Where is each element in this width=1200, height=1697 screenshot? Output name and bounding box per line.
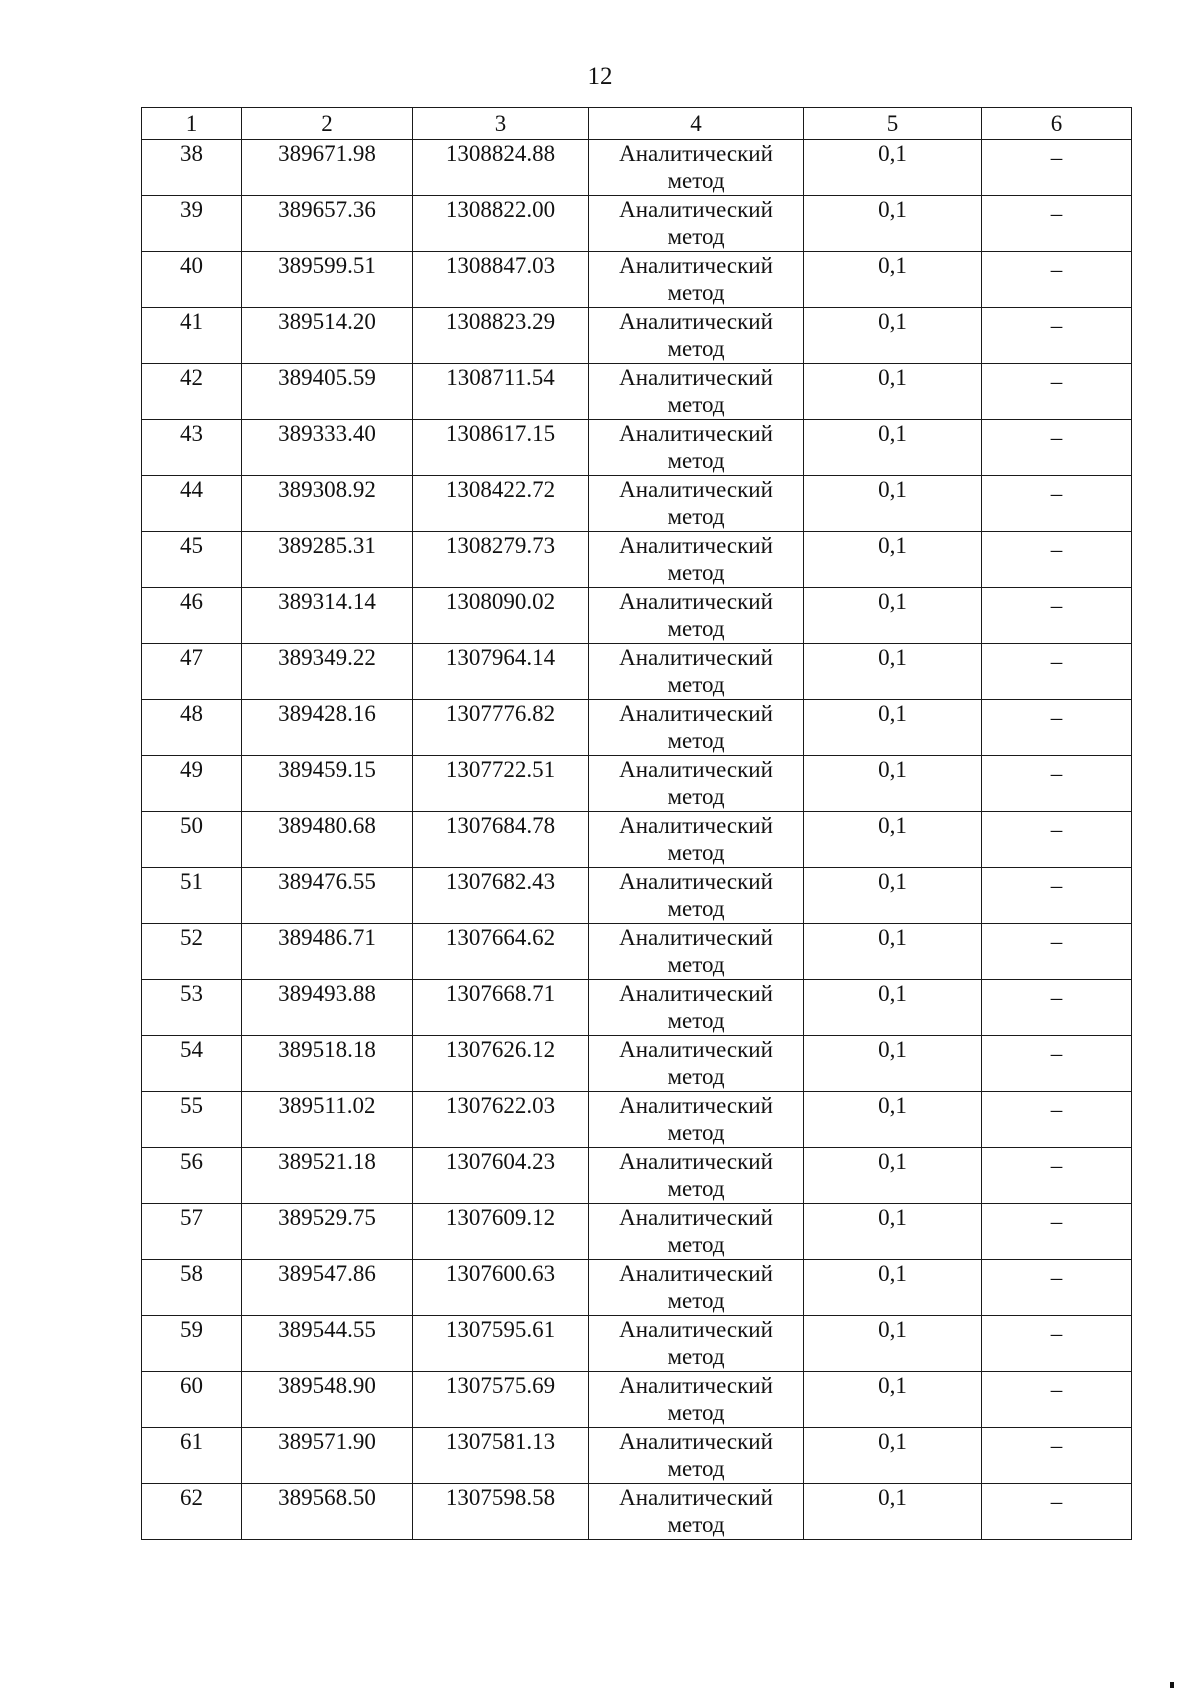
y-coordinate-cell: 1307668.71 [413,980,589,1036]
accuracy-cell: 0,1 [804,364,982,420]
table-row [142,980,1132,1036]
y-coordinate-cell: 1307598.58 [413,1484,589,1540]
note-cell [982,756,1132,812]
column-header: 3 [413,108,589,140]
method-cell [589,924,804,980]
method-line-1: Аналитический [619,701,773,726]
method-line-2: метод [667,1512,725,1537]
method-line-1: Аналитический [619,1317,773,1342]
method-line-1: Аналитический [619,589,773,614]
accuracy-cell: 0,1 [804,756,982,812]
method-line-2: метод [667,672,725,697]
method-cell [589,700,804,756]
note-dash: – [1050,873,1063,898]
accuracy-cell: 0,1 [804,868,982,924]
method-cell [589,1204,804,1260]
table-row [142,756,1132,812]
point-number-cell: 53 [142,980,242,1036]
accuracy-cell: 0,1 [804,532,982,588]
point-number-cell: 44 [142,476,242,532]
method-line-1: Аналитический [619,533,773,558]
note-dash: – [1050,537,1063,562]
method-line-2: метод [667,1064,725,1089]
point-number-cell: 56 [142,1148,242,1204]
method-line-1: Аналитический [619,1093,773,1118]
point-number-cell: 43 [142,420,242,476]
note-cell [982,308,1132,364]
note-dash: – [1050,1377,1063,1402]
point-number-cell: 59 [142,1316,242,1372]
y-coordinate-cell: 1307682.43 [413,868,589,924]
x-coordinate-cell: 389308.92 [242,476,413,532]
table-row [142,196,1132,252]
y-coordinate-cell: 1307595.61 [413,1316,589,1372]
y-coordinate-cell: 1307604.23 [413,1148,589,1204]
method-line-2: метод [667,1176,725,1201]
y-coordinate-cell: 1307776.82 [413,700,589,756]
method-line-2: метод [667,728,725,753]
method-line-1: Аналитический [619,365,773,390]
table-row [142,924,1132,980]
method-cell [589,1428,804,1484]
note-cell [982,252,1132,308]
note-dash: – [1050,425,1063,450]
accuracy-cell: 0,1 [804,308,982,364]
method-line-2: метод [667,840,725,865]
y-coordinate-cell: 1308824.88 [413,140,589,196]
point-number-cell: 39 [142,196,242,252]
point-number-cell: 52 [142,924,242,980]
method-line-2: метод [667,896,725,921]
x-coordinate-cell: 389657.36 [242,196,413,252]
method-line-1: Аналитический [619,869,773,894]
table-row [142,1484,1132,1540]
note-dash: – [1050,1097,1063,1122]
method-line-1: Аналитический [619,141,773,166]
point-number-cell: 42 [142,364,242,420]
method-line-2: метод [667,224,725,249]
point-number-cell: 49 [142,756,242,812]
method-line-2: метод [667,448,725,473]
method-cell [589,308,804,364]
accuracy-cell: 0,1 [804,252,982,308]
method-cell [589,868,804,924]
note-dash: – [1050,817,1063,842]
method-line-1: Аналитический [619,1485,773,1510]
table-row [142,532,1132,588]
x-coordinate-cell: 389476.55 [242,868,413,924]
x-coordinate-cell: 389333.40 [242,420,413,476]
x-coordinate-cell: 389514.20 [242,308,413,364]
note-cell [982,140,1132,196]
method-line-2: метод [667,392,725,417]
point-number-cell: 58 [142,1260,242,1316]
accuracy-cell: 0,1 [804,1092,982,1148]
note-dash: – [1050,313,1063,338]
y-coordinate-cell: 1308090.02 [413,588,589,644]
table-row [142,1204,1132,1260]
y-coordinate-cell: 1307609.12 [413,1204,589,1260]
note-cell [982,1260,1132,1316]
x-coordinate-cell: 389285.31 [242,532,413,588]
note-cell [982,1204,1132,1260]
method-cell [589,1092,804,1148]
note-dash: – [1050,705,1063,730]
table-row [142,1372,1132,1428]
method-cell [589,980,804,1036]
note-dash: – [1050,1433,1063,1458]
table-row [142,252,1132,308]
method-line-1: Аналитический [619,981,773,1006]
table-row [142,1260,1132,1316]
note-dash: – [1050,1321,1063,1346]
accuracy-cell: 0,1 [804,140,982,196]
accuracy-cell: 0,1 [804,1428,982,1484]
table-row [142,700,1132,756]
column-header: 4 [589,108,804,140]
table-row [142,1316,1132,1372]
method-cell [589,756,804,812]
note-dash: – [1050,481,1063,506]
column-header: 2 [242,108,413,140]
x-coordinate-cell: 389349.22 [242,644,413,700]
y-coordinate-cell: 1307684.78 [413,812,589,868]
x-coordinate-cell: 389511.02 [242,1092,413,1148]
method-line-2: метод [667,504,725,529]
coordinates-table [141,107,1132,1540]
method-line-1: Аналитический [619,1037,773,1062]
method-line-2: метод [667,1400,725,1425]
y-coordinate-cell: 1307575.69 [413,1372,589,1428]
method-line-2: метод [667,168,725,193]
x-coordinate-cell: 389544.55 [242,1316,413,1372]
y-coordinate-cell: 1307622.03 [413,1092,589,1148]
method-line-2: метод [667,1120,725,1145]
note-dash: – [1050,929,1063,954]
note-dash: – [1050,761,1063,786]
note-cell [982,1428,1132,1484]
method-line-2: метод [667,952,725,977]
accuracy-cell: 0,1 [804,700,982,756]
method-line-2: метод [667,1344,725,1369]
note-dash: – [1050,257,1063,282]
accuracy-cell: 0,1 [804,644,982,700]
note-dash: – [1050,1041,1063,1066]
table-row [142,476,1132,532]
method-cell [589,644,804,700]
method-line-1: Аналитический [619,645,773,670]
x-coordinate-cell: 389548.90 [242,1372,413,1428]
note-cell [982,1484,1132,1540]
accuracy-cell: 0,1 [804,812,982,868]
accuracy-cell: 0,1 [804,1260,982,1316]
y-coordinate-cell: 1308822.00 [413,196,589,252]
x-coordinate-cell: 389599.51 [242,252,413,308]
method-line-2: метод [667,336,725,361]
method-line-2: метод [667,1456,725,1481]
note-cell [982,1372,1132,1428]
method-line-1: Аналитический [619,309,773,334]
point-number-cell: 55 [142,1092,242,1148]
method-cell [589,532,804,588]
method-cell [589,252,804,308]
note-dash: – [1050,201,1063,226]
point-number-cell: 46 [142,588,242,644]
column-header: 1 [142,108,242,140]
table-row [142,1428,1132,1484]
method-line-1: Аналитический [619,1429,773,1454]
method-cell [589,1036,804,1092]
method-cell [589,1316,804,1372]
accuracy-cell: 0,1 [804,980,982,1036]
page-number: 12 [587,63,613,90]
note-cell [982,1148,1132,1204]
table-row [142,588,1132,644]
note-cell [982,196,1132,252]
x-coordinate-cell: 389547.86 [242,1260,413,1316]
method-cell [589,364,804,420]
x-coordinate-cell: 389521.18 [242,1148,413,1204]
note-cell [982,476,1132,532]
point-number-cell: 50 [142,812,242,868]
table-row [142,868,1132,924]
method-cell [589,812,804,868]
table-row [142,308,1132,364]
y-coordinate-cell: 1308711.54 [413,364,589,420]
x-coordinate-cell: 389314.14 [242,588,413,644]
note-dash: – [1050,145,1063,170]
note-dash: – [1050,1265,1063,1290]
method-cell [589,1260,804,1316]
point-number-cell: 61 [142,1428,242,1484]
method-line-1: Аналитический [619,1205,773,1230]
y-coordinate-cell: 1308422.72 [413,476,589,532]
note-dash: – [1050,985,1063,1010]
method-line-1: Аналитический [619,197,773,222]
y-coordinate-cell: 1307600.63 [413,1260,589,1316]
method-line-2: метод [667,560,725,585]
method-line-1: Аналитический [619,813,773,838]
x-coordinate-cell: 389568.50 [242,1484,413,1540]
note-cell [982,980,1132,1036]
point-number-cell: 48 [142,700,242,756]
note-cell [982,812,1132,868]
y-coordinate-cell: 1308823.29 [413,308,589,364]
note-cell [982,1316,1132,1372]
point-number-cell: 54 [142,1036,242,1092]
y-coordinate-cell: 1307722.51 [413,756,589,812]
table-row [142,364,1132,420]
accuracy-cell: 0,1 [804,476,982,532]
method-line-2: метод [667,280,725,305]
accuracy-cell: 0,1 [804,1484,982,1540]
method-line-1: Аналитический [619,421,773,446]
point-number-cell: 38 [142,140,242,196]
note-dash: – [1050,1209,1063,1234]
x-coordinate-cell: 389671.98 [242,140,413,196]
note-cell [982,588,1132,644]
y-coordinate-cell: 1308617.15 [413,420,589,476]
method-line-2: метод [667,1008,725,1033]
note-cell [982,1036,1132,1092]
x-coordinate-cell: 389405.59 [242,364,413,420]
note-cell [982,924,1132,980]
method-cell [589,140,804,196]
method-line-2: метод [667,616,725,641]
note-cell [982,868,1132,924]
note-dash: – [1050,593,1063,618]
x-coordinate-cell: 389459.15 [242,756,413,812]
method-line-1: Аналитический [619,925,773,950]
note-dash: – [1050,1489,1063,1514]
y-coordinate-cell: 1308847.03 [413,252,589,308]
point-number-cell: 47 [142,644,242,700]
point-number-cell: 45 [142,532,242,588]
method-cell [589,588,804,644]
point-number-cell: 60 [142,1372,242,1428]
y-coordinate-cell: 1307626.12 [413,1036,589,1092]
method-cell [589,1148,804,1204]
method-cell [589,476,804,532]
accuracy-cell: 0,1 [804,924,982,980]
note-cell [982,532,1132,588]
method-line-2: метод [667,1232,725,1257]
method-line-1: Аналитический [619,253,773,278]
note-cell [982,420,1132,476]
accuracy-cell: 0,1 [804,1036,982,1092]
point-number-cell: 40 [142,252,242,308]
note-cell [982,364,1132,420]
note-dash: – [1050,649,1063,674]
y-coordinate-cell: 1308279.73 [413,532,589,588]
point-number-cell: 41 [142,308,242,364]
table-body [142,140,1132,1540]
method-cell [589,420,804,476]
method-line-1: Аналитический [619,1373,773,1398]
scan-speck [1170,1682,1174,1688]
x-coordinate-cell: 389529.75 [242,1204,413,1260]
column-header: 6 [982,108,1132,140]
table-row [142,1148,1132,1204]
method-cell [589,1372,804,1428]
y-coordinate-cell: 1307581.13 [413,1428,589,1484]
point-number-cell: 62 [142,1484,242,1540]
accuracy-cell: 0,1 [804,588,982,644]
method-cell [589,1484,804,1540]
table-row [142,1036,1132,1092]
method-line-1: Аналитический [619,1149,773,1174]
table-header-row [142,108,1132,140]
note-dash: – [1050,1153,1063,1178]
point-number-cell: 51 [142,868,242,924]
x-coordinate-cell: 389480.68 [242,812,413,868]
table-row [142,420,1132,476]
accuracy-cell: 0,1 [804,1316,982,1372]
accuracy-cell: 0,1 [804,196,982,252]
note-dash: – [1050,369,1063,394]
column-header: 5 [804,108,982,140]
point-number-cell: 57 [142,1204,242,1260]
method-line-2: метод [667,784,725,809]
accuracy-cell: 0,1 [804,1204,982,1260]
method-line-2: метод [667,1288,725,1313]
y-coordinate-cell: 1307664.62 [413,924,589,980]
x-coordinate-cell: 389428.16 [242,700,413,756]
x-coordinate-cell: 389493.88 [242,980,413,1036]
note-cell [982,644,1132,700]
note-cell [982,700,1132,756]
method-cell [589,196,804,252]
x-coordinate-cell: 389518.18 [242,1036,413,1092]
note-cell [982,1092,1132,1148]
x-coordinate-cell: 389571.90 [242,1428,413,1484]
table-row [142,1092,1132,1148]
accuracy-cell: 0,1 [804,1372,982,1428]
x-coordinate-cell: 389486.71 [242,924,413,980]
y-coordinate-cell: 1307964.14 [413,644,589,700]
table-row [142,812,1132,868]
method-line-1: Аналитический [619,757,773,782]
table-row [142,644,1132,700]
table-row [142,140,1132,196]
method-line-1: Аналитический [619,1261,773,1286]
accuracy-cell: 0,1 [804,1148,982,1204]
accuracy-cell: 0,1 [804,420,982,476]
method-line-1: Аналитический [619,477,773,502]
